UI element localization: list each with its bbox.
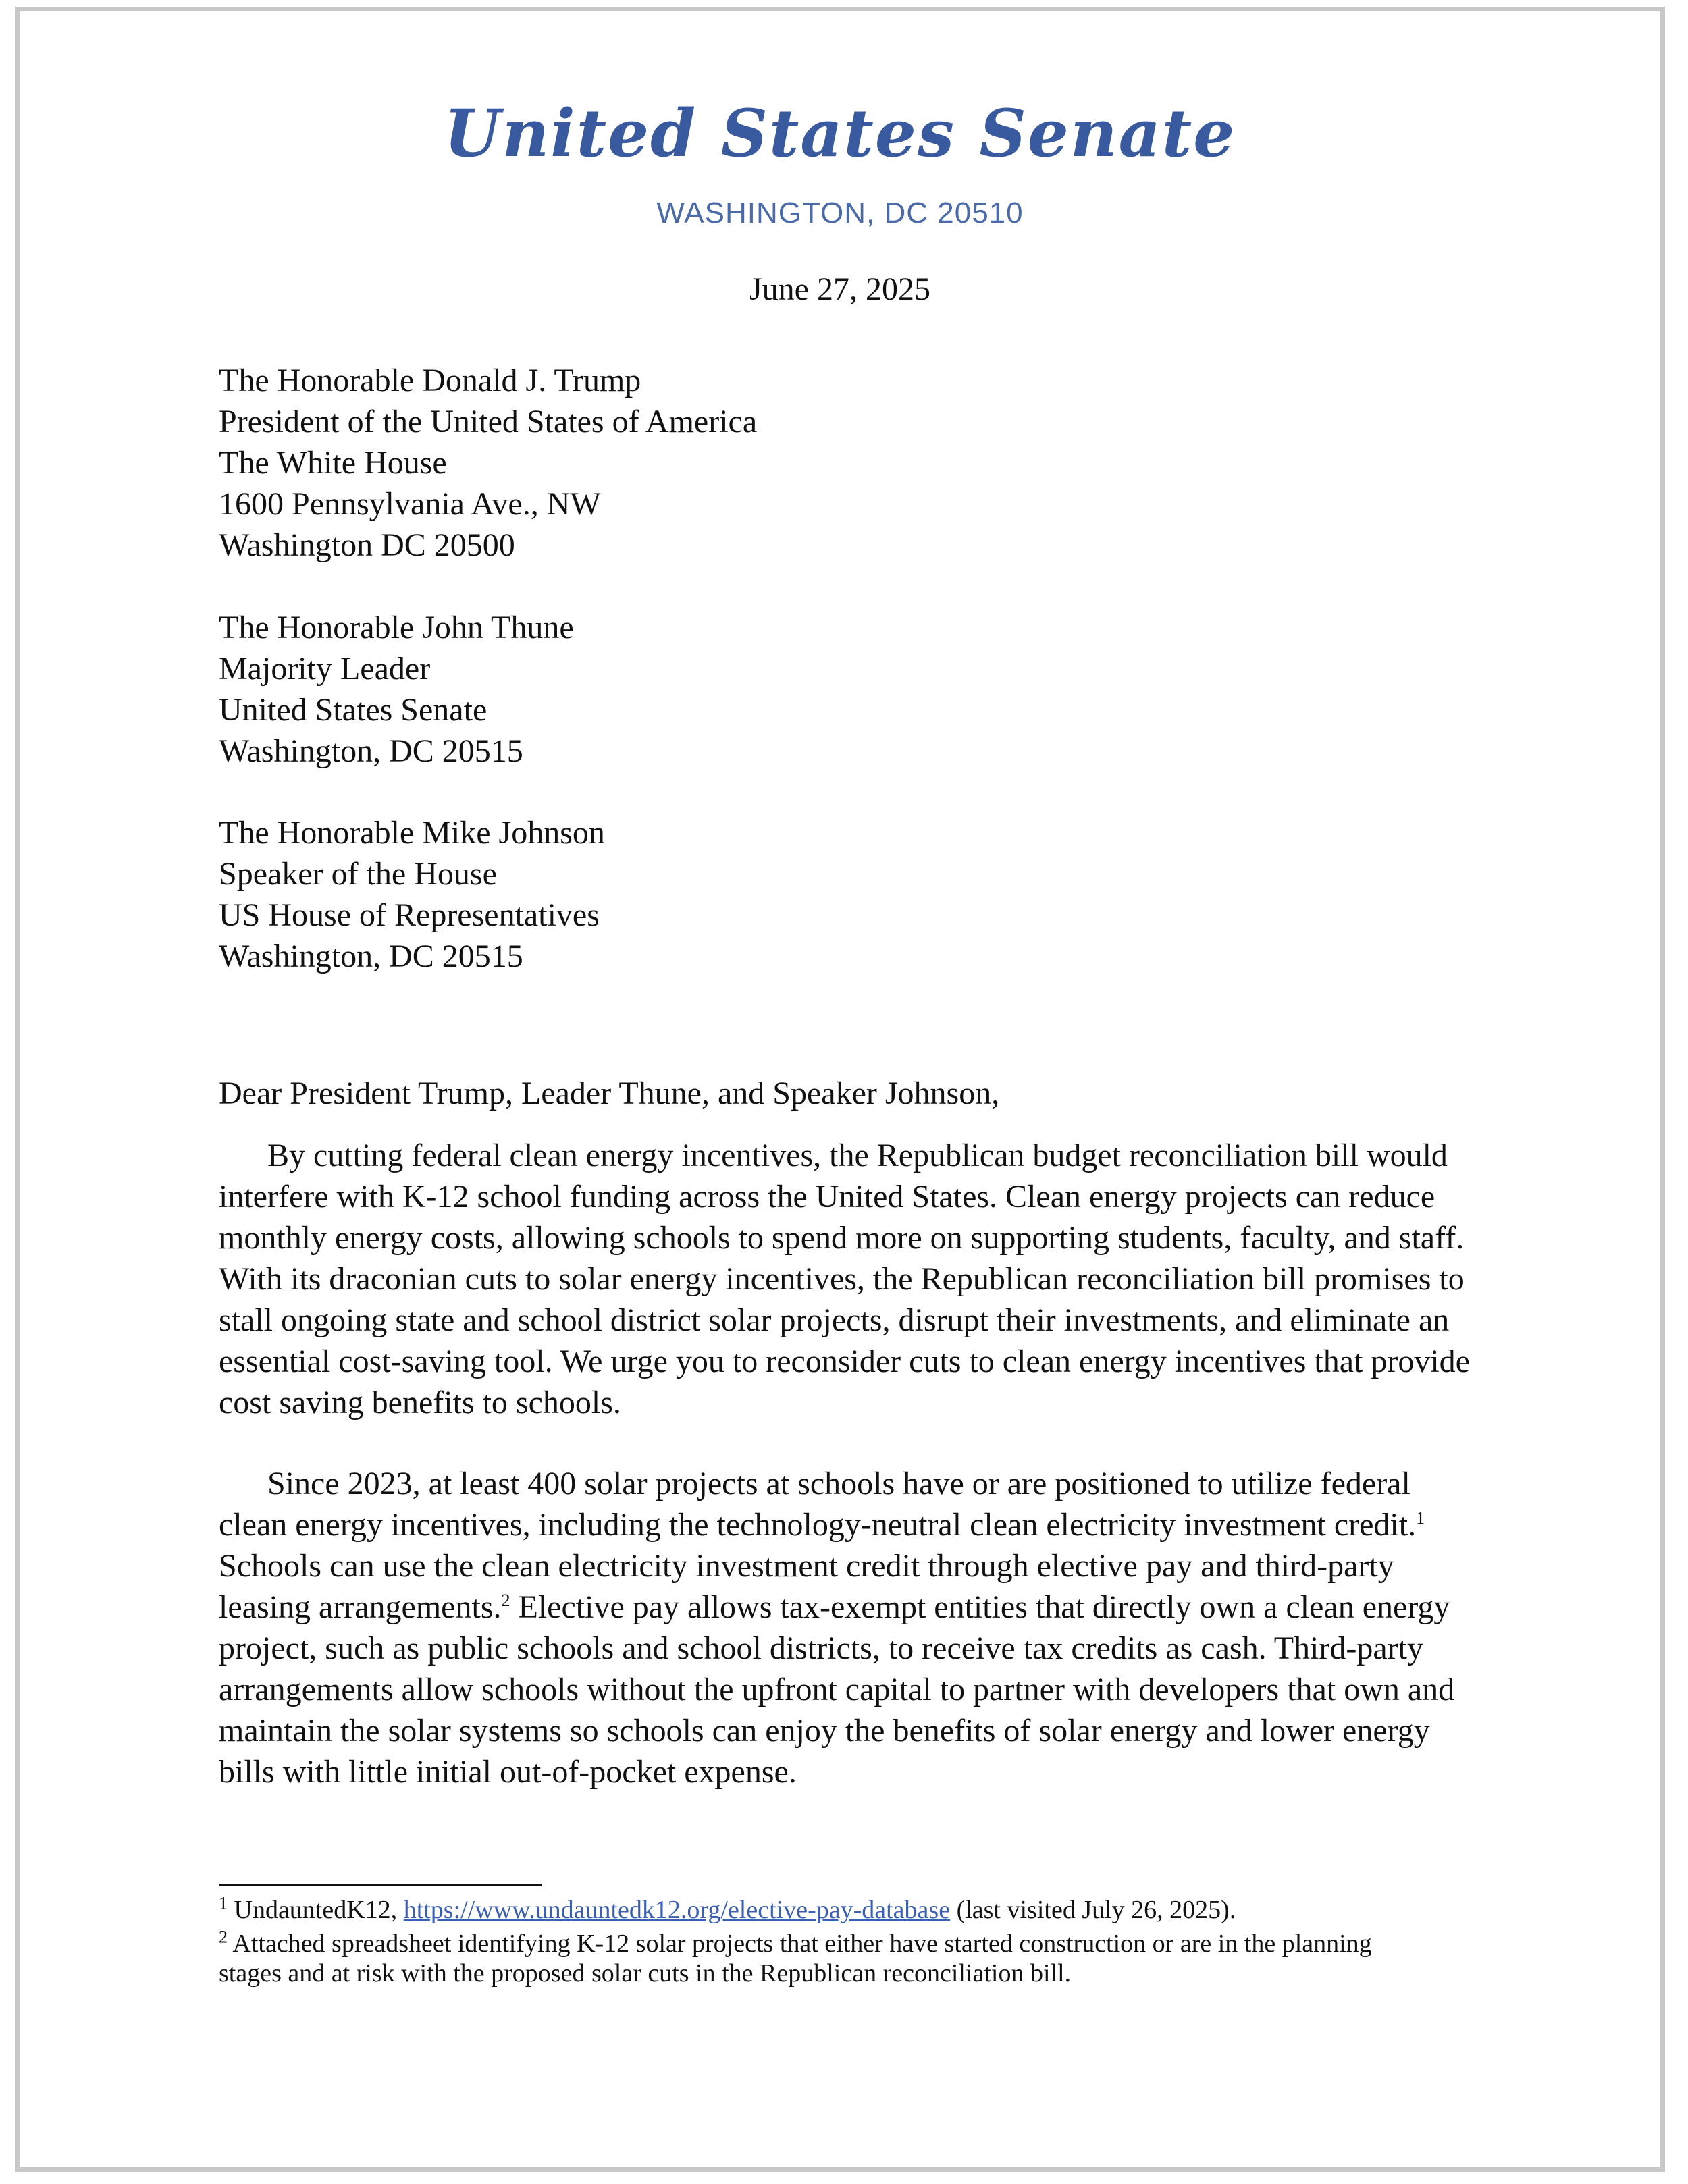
footnote-line: stages and at risk with the proposed solar cuts in the Republican reconciliation bill. — [219, 1959, 1072, 1988]
body-paragraph-2 — [219, 1463, 1542, 1792]
paragraph-line: With its draconian cuts to solar energy incentives, the Republican reconciliation bill promises to — [219, 1261, 1465, 1297]
recipient-line: The Honorable Mike Johnson — [219, 815, 605, 851]
recipient-line: Washington DC 20500 — [219, 527, 515, 563]
recipient-line: Speaker of the House — [219, 856, 497, 892]
paragraph-line: arrangements allow schools without the upfront capital to partner with developers that own and — [219, 1672, 1455, 1707]
paragraph-line: bills with little initial out-of-pocket expense. — [219, 1754, 797, 1790]
footnote-line — [219, 1895, 1542, 1925]
paragraph-line: stall ongoing state and school district solar projects, disrupt their investments, and eliminate an — [219, 1302, 1450, 1338]
paragraph-line: maintain the solar systems so schools can enjoy the benefits of solar energy and lower energy — [219, 1713, 1430, 1749]
recipient-thune — [219, 607, 574, 772]
recipient-line: The Honorable John Thune — [219, 610, 574, 645]
recipient-line: US House of Representatives — [219, 897, 600, 933]
salutation: Dear President Trump, Leader Thune, and Speaker Johnson, — [219, 1075, 1000, 1111]
paragraph-line: project, such as public schools and school districts, to receive tax credits as cash. Third-party — [219, 1630, 1423, 1666]
paragraph-line-text: clean energy incentives, including the technology-neutral clean electricity investment credit. — [219, 1507, 1417, 1543]
recipient-trump — [219, 360, 757, 566]
paragraph-line — [219, 1587, 1542, 1628]
footnote-number: 1 — [219, 1893, 228, 1913]
footnote-line — [219, 1929, 1542, 1959]
paragraph-line: Since 2023, at least 400 solar projects at schools have or are positioned to utilize federal — [267, 1466, 1410, 1501]
page-frame — [15, 7, 1665, 2172]
footnote-ref-1[interactable]: 1 — [1416, 1508, 1425, 1528]
recipient-line: President of the United States of America — [219, 404, 758, 440]
recipient-line: The Honorable Donald J. Trump — [219, 363, 641, 398]
paragraph-line — [219, 1504, 1542, 1545]
recipient-line: United States Senate — [219, 692, 487, 728]
footnote-text: (last visited July 26, 2025). — [950, 1896, 1236, 1924]
footnote-ref-2[interactable]: 2 — [501, 1591, 510, 1610]
letter-date: June 27, 2025 — [749, 271, 930, 307]
letterhead-address: WASHINGTON, DC 20510 — [656, 196, 1024, 230]
footnote-1 — [219, 1895, 1542, 1925]
recipient-line: Washington, DC 20515 — [219, 938, 523, 974]
paragraph-line: By cutting federal clean energy incentives, the Republican budget reconciliation bill would — [267, 1138, 1448, 1173]
footnote-divider — [219, 1884, 542, 1886]
paragraph-line-text: leasing arrangements. — [219, 1589, 502, 1625]
footnote-number: 2 — [219, 1927, 228, 1947]
recipient-line: The White House — [219, 445, 447, 481]
footnote-2 — [219, 1929, 1542, 1988]
recipient-line: Washington, DC 20515 — [219, 733, 523, 769]
paragraph-line-text: Elective pay allows tax-exempt entities that directly own a clean energy — [510, 1589, 1450, 1625]
footnote-text: Attached spreadsheet identifying K-12 solar projects that either have started construction or are in the planning — [228, 1929, 1372, 1958]
footnote-text: UndauntedK12, — [228, 1896, 404, 1924]
paragraph-line: cost saving benefits to schools. — [219, 1385, 621, 1420]
paragraph-line: Schools can use the clean electricity investment credit through elective pay and third-party — [219, 1548, 1394, 1584]
body-paragraph-1 — [219, 1135, 1542, 1423]
letterhead-title: United States Senate — [444, 95, 1236, 171]
paragraph-line: interfere with K-12 school funding across the United States. Clean energy projects can reduce — [219, 1179, 1435, 1215]
recipient-line: Majority Leader — [219, 651, 431, 687]
footnote-link[interactable]: https://www.undauntedk12.org/elective-pay-database — [403, 1896, 951, 1924]
paragraph-line: essential cost-saving tool. We urge you to reconsider cuts to clean energy incentives that provide — [219, 1343, 1470, 1379]
recipient-line: 1600 Pennsylvania Ave., NW — [219, 486, 601, 522]
paragraph-line: monthly energy costs, allowing schools to spend more on supporting students, faculty, and staff. — [219, 1220, 1465, 1256]
recipient-johnson — [219, 812, 605, 977]
